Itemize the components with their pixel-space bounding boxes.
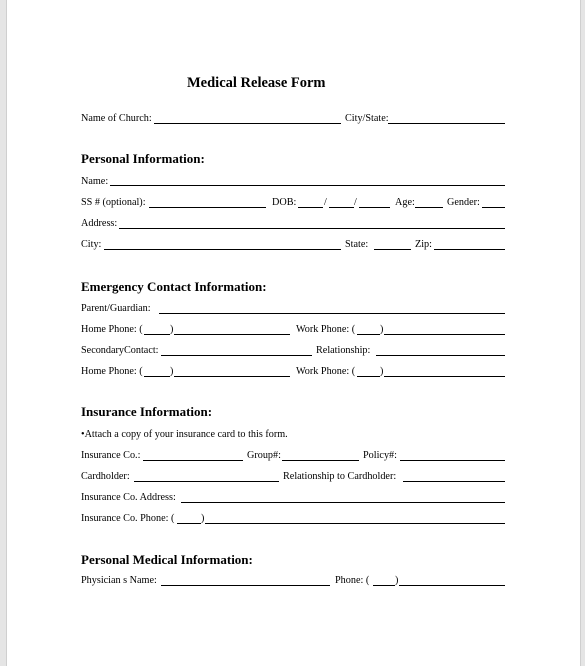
age-label: Age: [395, 197, 415, 208]
name-label: Name: [81, 176, 109, 187]
policy-number-field[interactable] [400, 460, 505, 461]
paren-close: ) [380, 366, 384, 377]
secondary-contact-field[interactable] [161, 355, 312, 356]
dob-month-field[interactable] [298, 207, 323, 208]
dob-separator: / [354, 197, 357, 208]
relationship-to-cardholder-label: Relationship to Cardholder: [283, 471, 397, 482]
cardholder-label: Cardholder: [81, 471, 130, 482]
medical-info-heading: Personal Medical Information: [81, 552, 253, 567]
home-phone-field[interactable] [174, 376, 290, 377]
paren-close: ) [170, 324, 174, 335]
physician-phone-label: Phone: ( [335, 575, 370, 586]
physician-name-field[interactable] [161, 585, 330, 586]
guardian-field[interactable] [159, 313, 505, 314]
insurance-info-heading: Insurance Information: [81, 404, 213, 419]
insurance-phone-field[interactable] [205, 523, 505, 524]
group-label: Group#: [247, 450, 281, 461]
emergency-contact-heading: Emergency Contact Information: [81, 279, 267, 294]
physician-phone-area-field[interactable] [373, 585, 395, 586]
city-label: City: [81, 239, 102, 250]
form-page [6, 0, 581, 666]
ss-field[interactable] [149, 207, 266, 208]
cardholder-field[interactable] [134, 481, 279, 482]
home-phone-label: Home Phone: ( [81, 366, 143, 377]
city-field[interactable] [104, 249, 341, 250]
insurance-address-label: Insurance Co. Address: [81, 492, 176, 503]
address-field[interactable] [119, 228, 505, 229]
guardian-label: Parent/Guardian: [81, 303, 151, 314]
work-phone-label: Work Phone: ( [296, 324, 356, 335]
paren-close: ) [170, 366, 174, 377]
relationship-field[interactable] [376, 355, 505, 356]
state-field[interactable] [374, 249, 411, 250]
city-state-field[interactable] [388, 123, 505, 124]
dob-label: DOB: [272, 197, 297, 208]
physician-phone-field[interactable] [399, 585, 505, 586]
state-label: State: [345, 239, 369, 250]
church-name-field[interactable] [154, 123, 341, 124]
paren-close: ) [395, 575, 399, 586]
personal-info-heading: Personal Information: [81, 151, 205, 166]
paren-close: ) [201, 513, 205, 524]
work-phone-label: Work Phone: ( [296, 366, 356, 377]
attach-card-note: •Attach a copy of your insurance card to this form. [81, 429, 288, 440]
home-phone-field[interactable] [174, 334, 290, 335]
gender-field[interactable] [482, 207, 505, 208]
home-phone-label: Home Phone: ( [81, 324, 143, 335]
work-phone-area-field[interactable] [357, 376, 380, 377]
insurance-company-field[interactable] [143, 460, 243, 461]
paren-close: ) [380, 324, 384, 335]
relationship-to-cardholder-field[interactable] [403, 481, 505, 482]
form-title: Medical Release Form [187, 75, 326, 91]
insurance-phone-area-field[interactable] [177, 523, 201, 524]
secondary-contact-label: SecondaryContact: [81, 345, 159, 356]
home-phone-area-field[interactable] [144, 376, 170, 377]
insurance-company-label: Insurance Co.: [81, 450, 141, 461]
work-phone-field[interactable] [384, 376, 505, 377]
home-phone-area-field[interactable] [144, 334, 170, 335]
gender-label: Gender: [447, 197, 480, 208]
relationship-label: Relationship: [316, 345, 371, 356]
insurance-phone-label: Insurance Co. Phone: ( [81, 513, 175, 524]
name-field[interactable] [110, 185, 505, 186]
city-state-label: City/State: [345, 113, 389, 124]
group-number-field[interactable] [282, 460, 359, 461]
work-phone-field[interactable] [384, 334, 505, 335]
dob-day-field[interactable] [329, 207, 354, 208]
zip-label: Zip: [415, 239, 432, 250]
physician-name-label: Physician s Name: [81, 575, 157, 586]
age-field[interactable] [415, 207, 443, 208]
dob-year-field[interactable] [359, 207, 390, 208]
ss-label: SS # (optional): [81, 197, 146, 208]
policy-label: Policy#: [363, 450, 397, 461]
zip-field[interactable] [434, 249, 505, 250]
church-name-label: Name of Church: [81, 113, 152, 124]
address-label: Address: [81, 218, 118, 229]
dob-separator: / [324, 197, 327, 208]
insurance-address-field[interactable] [181, 502, 505, 503]
work-phone-area-field[interactable] [357, 334, 380, 335]
